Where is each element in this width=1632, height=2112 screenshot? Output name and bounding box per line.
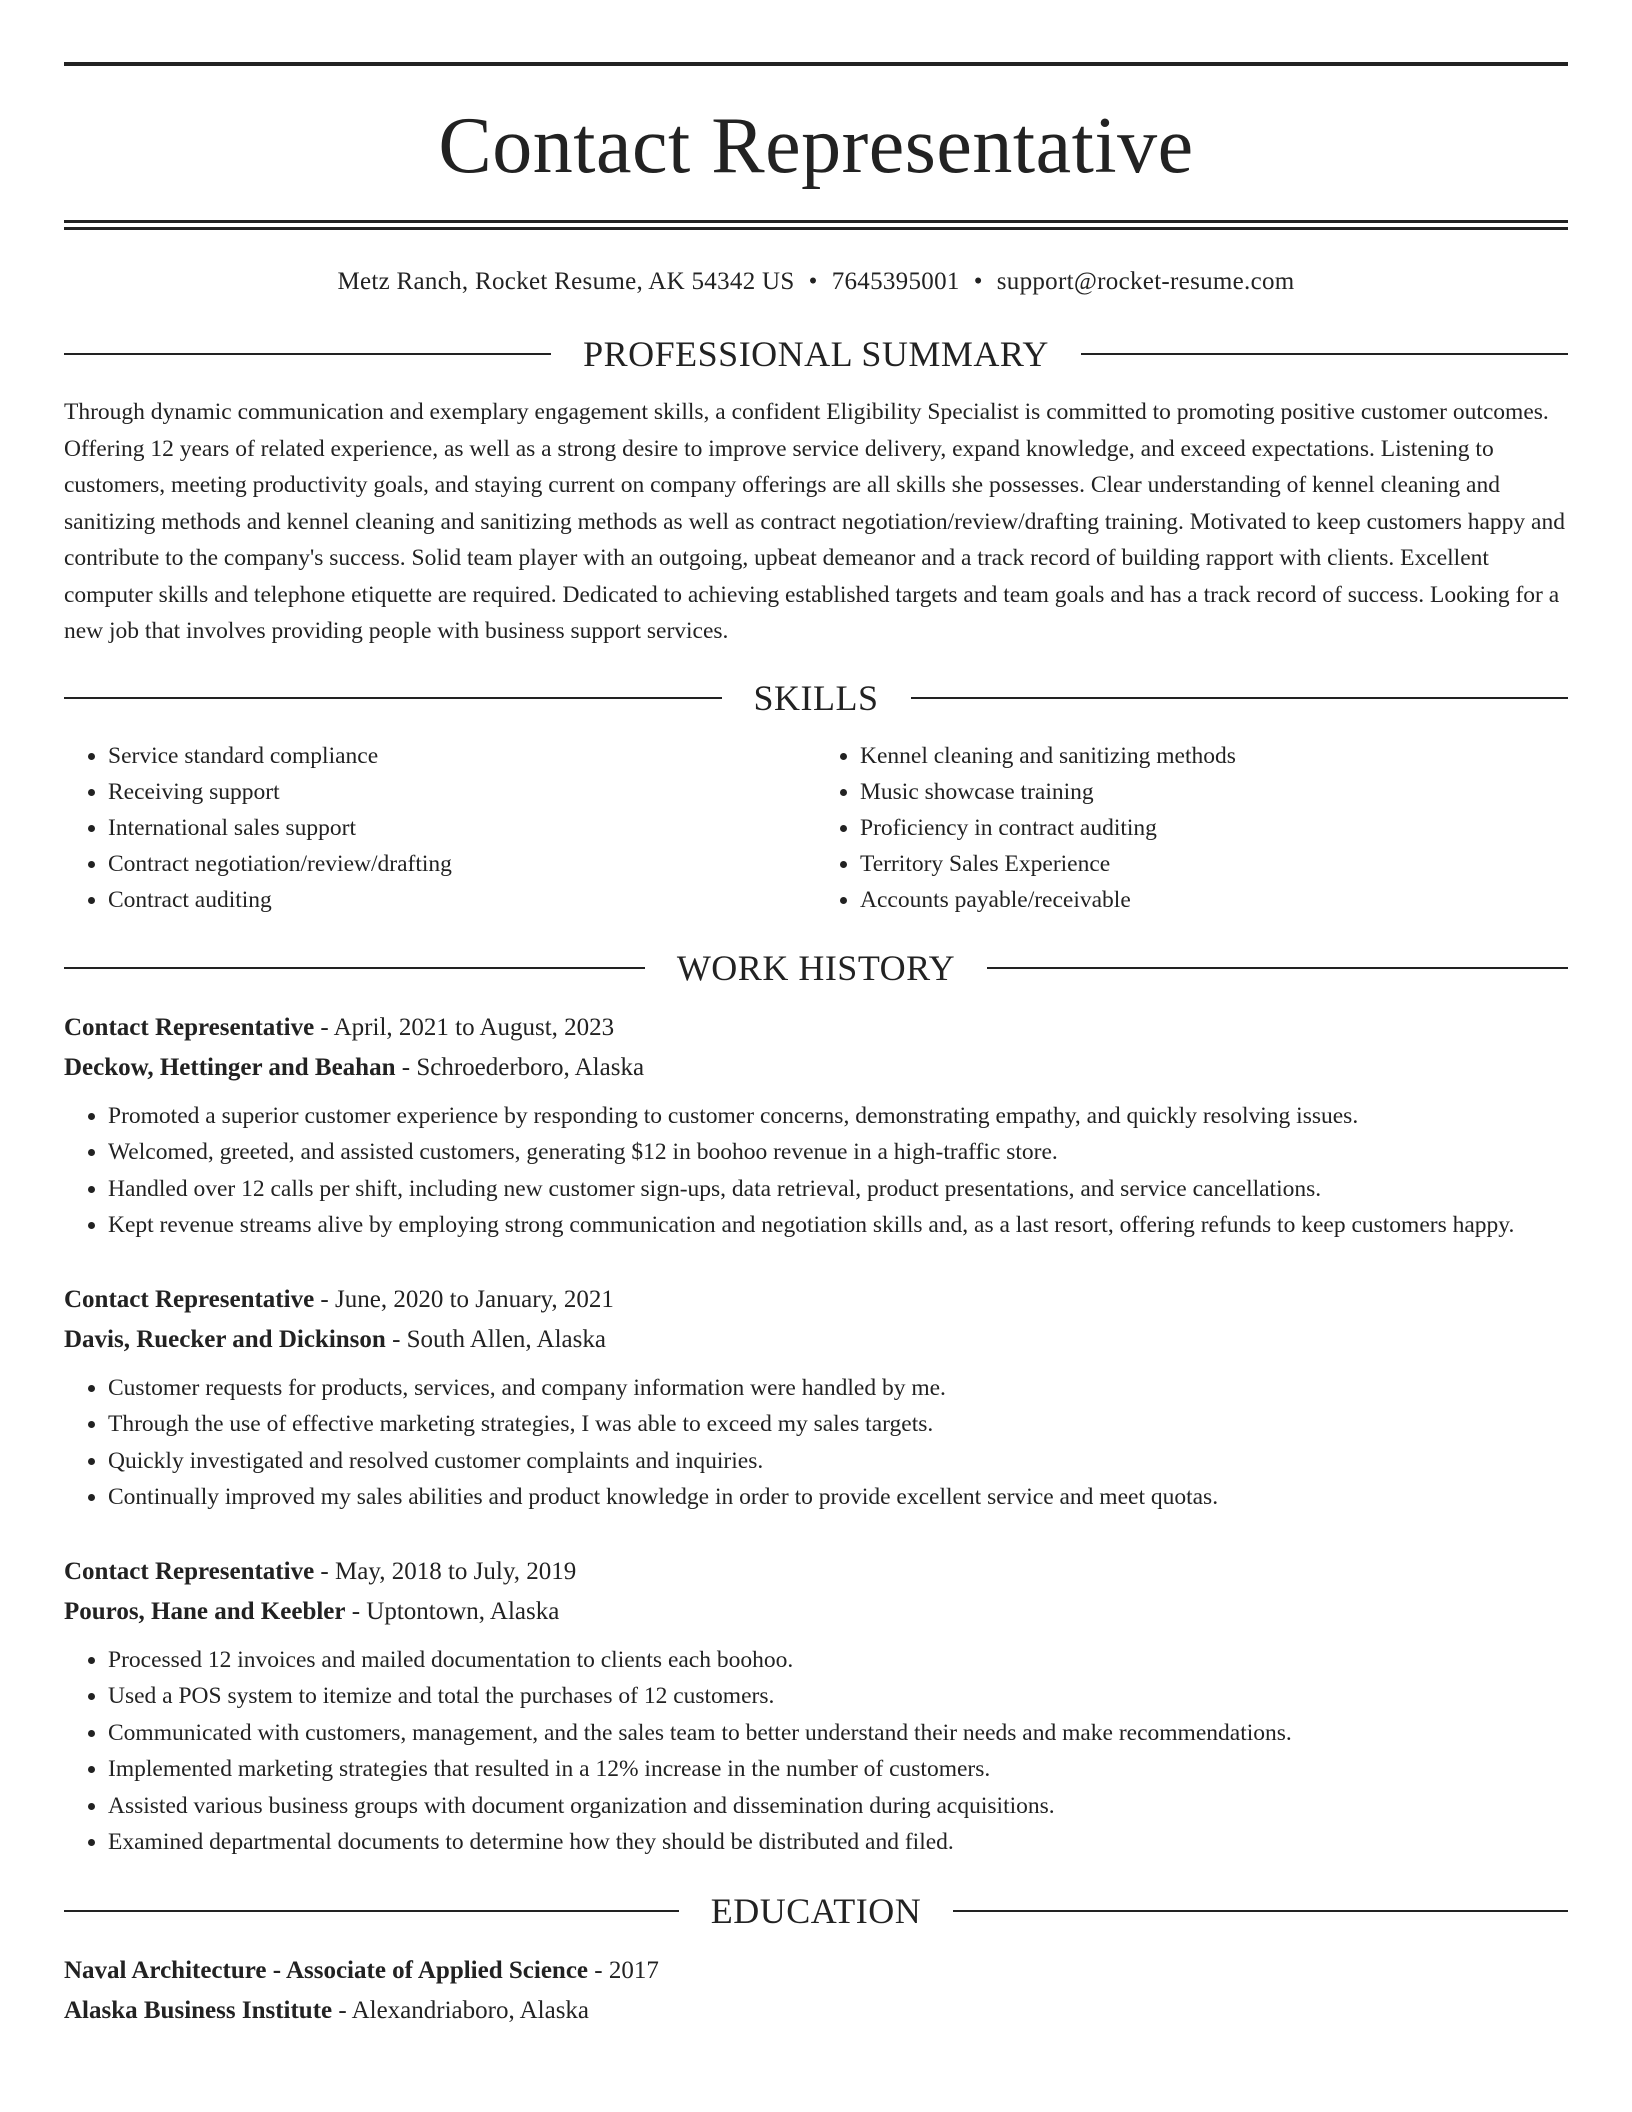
divider <box>953 1910 1568 1912</box>
separator: • <box>973 268 983 295</box>
section-title: SKILLS <box>753 677 879 718</box>
skill-item: • International sales support <box>108 810 816 846</box>
divider <box>911 697 1569 699</box>
job-entry <box>64 1280 1568 1516</box>
education-school-line <box>64 1991 1568 2031</box>
job-title: Contact Representative <box>64 1285 315 1313</box>
job-bullet: • Kept revenue streams alive by employing strong communication and negotiation skills and, as a last resort, offering refunds to keep customers happy. <box>108 1207 1568 1244</box>
education-degree-line <box>64 1951 1568 1991</box>
skill-item: • Contract negotiation/review/drafting <box>108 846 816 882</box>
job-bullet: • Quickly investigated and resolved customer complaints and inquiries. <box>108 1443 1568 1480</box>
job-bullet: • Promoted a superior customer experience by responding to customer concerns, demonstrating empathy, and quickly resolving issues. <box>108 1098 1568 1135</box>
section-title: PROFESSIONAL SUMMARY <box>583 334 1049 374</box>
job-entry <box>64 1552 1568 1861</box>
title-double-rule <box>64 220 1568 230</box>
job-bullets <box>64 1642 1568 1861</box>
contact-line <box>64 268 1568 296</box>
job-bullet: • Implemented marketing strategies that resulted in a 12% increase in the number of customers. <box>108 1751 1568 1788</box>
divider <box>64 967 645 969</box>
divider <box>987 967 1568 969</box>
job-title-line <box>64 1552 1568 1592</box>
job-location: - Schroederboro, Alaska <box>395 1053 645 1081</box>
job-company: Davis, Ruecker and Dickinson <box>64 1325 386 1353</box>
skill-item: • Territory Sales Experience <box>860 846 1568 882</box>
job-bullets <box>64 1370 1568 1516</box>
skill-item: • Receiving support <box>108 774 816 810</box>
job-title: Contact Representative <box>64 1013 315 1041</box>
job-location: - Uptontown, Alaska <box>345 1597 560 1625</box>
job-title-line <box>64 1008 1568 1048</box>
education-entry <box>64 1951 1568 2031</box>
job-location: - South Allen, Alaska <box>385 1325 606 1353</box>
job-company-line <box>64 1592 1568 1632</box>
job-dates: - May, 2018 to July, 2019 <box>314 1557 577 1585</box>
skills-column-right <box>816 738 1568 918</box>
job-title-line <box>64 1280 1568 1320</box>
divider <box>1081 353 1568 355</box>
section-header-education <box>64 1890 1568 1931</box>
job-bullet: • Assisted various business groups with document organization and dissemination during acquisitions. <box>108 1788 1568 1825</box>
section-header-summary <box>64 336 1568 372</box>
section-header-skills <box>64 677 1568 718</box>
skill-item: • Contract auditing <box>108 882 816 918</box>
top-rule <box>64 62 1568 66</box>
job-title: Contact Representative <box>64 1557 315 1585</box>
job-company: Deckow, Hettinger and Beahan <box>64 1053 396 1081</box>
job-bullet: • Used a POS system to itemize and total the purchases of 12 customers. <box>108 1678 1568 1715</box>
skill-item: • Kennel cleaning and sanitizing methods <box>860 738 1568 774</box>
job-bullet: • Examined departmental documents to determine how they should be distributed and filed. <box>108 1824 1568 1861</box>
job-company: Pouros, Hane and Keebler <box>64 1597 346 1625</box>
skill-item: • Accounts payable/receivable <box>860 882 1568 918</box>
job-bullet: • Customer requests for products, services, and company information were handled by me. <box>108 1370 1568 1407</box>
job-dates: - June, 2020 to January, 2021 <box>314 1285 614 1313</box>
job-entry <box>64 1008 1568 1244</box>
job-company-line <box>64 1048 1568 1088</box>
section-header-work <box>64 947 1568 988</box>
separator: • <box>808 268 818 295</box>
skills-list <box>64 738 1568 918</box>
divider <box>64 697 722 699</box>
job-bullet: • Through the use of effective marketing strategies, I was able to exceed my sales targets. <box>108 1406 1568 1443</box>
education-location: - Alexandriaboro, Alaska <box>332 1996 590 2024</box>
email: support@rocket-resume.com <box>996 268 1295 295</box>
education-degree: Naval Architecture - Associate of Applied Science <box>64 1956 589 1984</box>
education-school: Alaska Business Institute <box>64 1996 333 2024</box>
address: Metz Ranch, Rocket Resume, AK 54342 US <box>337 268 795 295</box>
job-company-line <box>64 1320 1568 1360</box>
skills-column-left <box>64 738 816 918</box>
skill-item: • Service standard compliance <box>108 738 816 774</box>
summary-text: Through dynamic communication and exemplary engagement skills, a confident Eligibility Specialist is committed to promoting positive customer outcomes. Offering 12 years of related experience, as well as a strong desire to improve service delivery, expand knowledge, and exceed expectations. Listening to customers, meeting productivity goals, and staying current on company offerings are all skills she possesses. Clear understanding of kennel cleaning and sanitizing methods and kennel cleaning and sanitizing methods as well as contract negotiation/review/drafting training. Motivated to keep customers happy and contribute to the company's success. Solid team player with an outgoing, upbeat demeanor and a track record of building rapport with clients. Excellent computer skills and telephone etiquette are required. Dedicated to achieving established targets and team goals and has a track record of success. Looking for a new job that involves providing people with business support services. <box>64 399 1565 644</box>
education-year: - 2017 <box>588 1956 659 1984</box>
skill-item: • Music showcase training <box>860 774 1568 810</box>
job-bullets <box>64 1098 1568 1244</box>
job-dates: - April, 2021 to August, 2023 <box>314 1013 615 1041</box>
divider <box>64 1910 679 1912</box>
section-title: EDUCATION <box>710 1890 922 1931</box>
page-title: Contact Representative <box>438 102 1194 190</box>
section-title: WORK HISTORY <box>676 947 956 988</box>
job-bullet: • Communicated with customers, management, and the sales team to better understand their needs and make recommendations. <box>108 1715 1568 1752</box>
skill-item: • Proficiency in contract auditing <box>860 810 1568 846</box>
job-bullet: • Welcomed, greeted, and assisted customers, generating $12 in boohoo revenue in a high-traffic store. <box>108 1134 1568 1171</box>
divider <box>64 353 551 355</box>
job-bullet: • Processed 12 invoices and mailed documentation to clients each boohoo. <box>108 1642 1568 1679</box>
job-bullet: • Handled over 12 calls per shift, including new customer sign-ups, data retrieval, product presentations, and service cancellations. <box>108 1171 1568 1208</box>
phone: 7645395001 <box>831 268 960 295</box>
job-bullet: • Continually improved my sales abilities and product knowledge in order to provide excellent service and meet quotas. <box>108 1479 1568 1516</box>
